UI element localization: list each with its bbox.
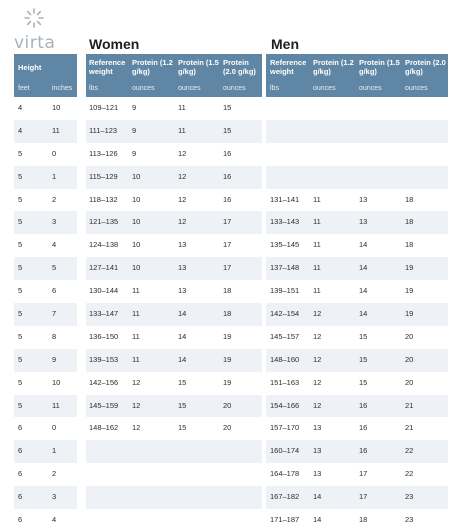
men-cells (266, 349, 448, 372)
height-cells (14, 97, 77, 120)
men-protein-1-5-cell: 15 (359, 377, 368, 387)
men-protein-2-0-cell: 23 (405, 515, 414, 525)
table-row (0, 257, 462, 280)
table-row (0, 395, 462, 418)
women-protein-2-0-cell: 17 (223, 217, 232, 227)
table-row (0, 303, 462, 326)
height-cells (14, 326, 77, 349)
women-cells (86, 349, 262, 372)
table-row (0, 211, 462, 234)
women-protein-2-0-cell: 16 (223, 171, 232, 181)
feet-cell: 5 (18, 354, 23, 364)
men-cells (266, 211, 448, 234)
women-reference-weight-cell: 118–132 (89, 194, 118, 204)
men-cells (266, 257, 448, 280)
men-protein-1-5-cell: 14 (359, 286, 368, 296)
inches-cell: 11 (52, 400, 60, 410)
women-protein-2-0-cell: 19 (223, 331, 232, 341)
inches-cell: 0 (52, 148, 57, 158)
height-header (14, 54, 77, 97)
men-protein-2-0-cell: 18 (405, 240, 414, 250)
women-reference-weight-cell: 127–141 (89, 263, 119, 273)
men-protein-1-5-cell: 16 (359, 446, 368, 456)
men-reference-weight-cell: 135–145 (270, 240, 300, 250)
feet-cell: 5 (18, 400, 23, 410)
women-cells (86, 211, 262, 234)
men-cells (266, 234, 448, 257)
women-col-protein-1-2: Protein (1.2 g/kg) (132, 58, 173, 76)
table-row (0, 280, 462, 303)
table-row (0, 189, 462, 212)
men-reference-weight-cell: 160–174 (270, 446, 300, 456)
women-unit-ounces: ounces (223, 85, 246, 92)
men-reference-weight-cell: 157–170 (270, 423, 300, 433)
protein-table-body (0, 97, 462, 532)
feet-header: feet (18, 85, 30, 92)
women-protein-1-5-cell: 12 (178, 194, 187, 204)
feet-cell: 5 (18, 217, 23, 227)
inches-cell: 6 (52, 286, 57, 296)
feet-cell: 6 (18, 446, 23, 456)
men-reference-weight-cell: 131–141 (270, 194, 300, 204)
women-protein-1-2-cell: 9 (132, 103, 137, 112)
feet-cell: 5 (18, 331, 23, 341)
women-cells (86, 372, 262, 395)
women-unit-ounces: ounces (132, 85, 155, 92)
feet-cell: 5 (18, 194, 23, 204)
women-cells (86, 166, 262, 189)
inches-cell: 1 (52, 171, 57, 181)
height-cells (14, 395, 77, 418)
inches-cell: 5 (52, 263, 57, 273)
inches-cell: 8 (52, 331, 57, 341)
men-protein-2-0-cell: 20 (405, 354, 414, 364)
feet-cell: 5 (18, 171, 23, 181)
men-protein-1-5-cell: 16 (359, 423, 368, 433)
men-cells (266, 440, 448, 463)
feet-cell: 4 (18, 125, 23, 135)
women-protein-1-5-cell: 15 (178, 377, 187, 387)
men-protein-1-2-cell: 13 (313, 423, 322, 433)
men-protein-1-2-cell: 13 (313, 446, 322, 456)
feet-cell: 6 (18, 423, 23, 433)
women-protein-2-0-cell: 16 (223, 194, 232, 204)
men-protein-1-2-cell: 12 (313, 400, 322, 410)
men-protein-2-0-cell: 20 (405, 377, 414, 387)
table-row (0, 372, 462, 395)
men-protein-2-0-cell: 21 (405, 423, 414, 433)
men-cells (266, 97, 448, 120)
women-reference-weight-cell: 139–153 (89, 354, 119, 364)
women-cells (86, 97, 262, 120)
height-cells (14, 189, 77, 212)
men-protein-1-2-cell: 11 (313, 263, 321, 273)
men-protein-1-2-cell: 12 (313, 309, 322, 319)
height-cells (14, 509, 77, 532)
feet-cell: 5 (18, 240, 23, 250)
men-protein-1-5-cell: 14 (359, 240, 368, 250)
feet-cell: 5 (18, 377, 23, 387)
men-reference-weight-cell: 145–157 (270, 331, 300, 341)
women-col-protein-2-0: Protein (2.0 g/kg) (223, 58, 256, 76)
men-reference-weight-cell: 142–154 (270, 309, 300, 319)
women-protein-1-2-cell: 11 (132, 354, 140, 364)
men-reference-weight-cell: 148–160 (270, 354, 300, 364)
height-cells (14, 463, 77, 486)
women-protein-1-5-cell: 12 (178, 171, 187, 181)
women-protein-1-5-cell: 11 (178, 125, 186, 135)
women-protein-1-5-cell: 15 (178, 423, 187, 433)
men-reference-weight-cell: 133–143 (270, 217, 300, 227)
men-unit-lbs: lbs (270, 85, 279, 92)
men-protein-1-2-cell: 11 (313, 240, 321, 250)
women-reference-weight-cell: 136–150 (89, 331, 119, 341)
men-unit-ounces: ounces (359, 85, 382, 92)
men-reference-weight-cell: 137–148 (270, 263, 300, 273)
women-unit-lbs: lbs (89, 85, 98, 92)
women-cells (86, 120, 262, 143)
feet-cell: 6 (18, 469, 23, 479)
women-protein-1-2-cell: 11 (132, 286, 140, 296)
men-cells (266, 372, 448, 395)
inches-cell: 10 (52, 377, 61, 387)
table-row (0, 349, 462, 372)
men-protein-1-5-cell: 14 (359, 263, 368, 273)
men-protein-1-2-cell: 11 (313, 217, 321, 227)
men-cells (266, 189, 448, 212)
women-protein-1-2-cell: 12 (132, 400, 141, 410)
women-cells (86, 257, 262, 280)
women-protein-1-2-cell: 10 (132, 194, 141, 204)
women-reference-weight-cell: 145–159 (89, 400, 119, 410)
women-col-reference-weight: Reference weight (89, 58, 126, 76)
women-reference-weight-cell: 130–144 (89, 286, 119, 296)
men-reference-weight-cell: 171–187 (270, 515, 300, 525)
women-protein-1-2-cell: 11 (132, 309, 140, 319)
women-protein-1-5-cell: 13 (178, 263, 187, 273)
women-protein-1-2-cell: 12 (132, 423, 141, 433)
table-row (0, 509, 462, 532)
women-protein-1-5-cell: 14 (178, 331, 187, 341)
men-protein-2-0-cell: 22 (405, 469, 414, 479)
women-cells (86, 143, 262, 166)
women-unit-ounces: ounces (178, 85, 201, 92)
women-reference-weight-cell: 148–162 (89, 423, 119, 433)
women-protein-2-0-cell: 19 (223, 377, 232, 387)
men-reference-weight-cell: 167–182 (270, 492, 300, 502)
men-unit-ounces: ounces (313, 85, 336, 92)
inches-cell: 2 (52, 469, 57, 479)
table-row (0, 440, 462, 463)
men-protein-1-5-cell: 16 (359, 400, 368, 410)
height-cells (14, 372, 77, 395)
men-cells (266, 395, 448, 418)
inches-cell: 10 (52, 103, 61, 112)
feet-cell: 5 (18, 286, 23, 296)
feet-cell: 6 (18, 515, 23, 525)
women-protein-1-5-cell: 15 (178, 400, 187, 410)
men-reference-weight-cell: 164–178 (270, 469, 300, 479)
women-cells (86, 395, 262, 418)
men-cells (266, 166, 448, 189)
men-protein-2-0-cell: 20 (405, 331, 414, 341)
men-cells (266, 143, 448, 166)
height-cells (14, 257, 77, 280)
women-protein-1-5-cell: 11 (178, 103, 186, 112)
feet-cell: 5 (18, 263, 23, 273)
inches-cell: 9 (52, 354, 57, 364)
women-protein-1-2-cell: 12 (132, 377, 141, 387)
height-cells (14, 211, 77, 234)
feet-cell: 4 (18, 103, 23, 112)
women-protein-1-2-cell: 9 (132, 148, 137, 158)
men-section-title: Men (271, 36, 299, 52)
women-protein-2-0-cell: 20 (223, 400, 232, 410)
men-protein-1-5-cell: 15 (359, 331, 368, 341)
table-row (0, 166, 462, 189)
men-protein-2-0-cell: 21 (405, 400, 414, 410)
women-cells (86, 486, 262, 509)
women-protein-2-0-cell: 20 (223, 423, 232, 433)
men-protein-2-0-cell: 19 (405, 263, 414, 273)
women-protein-2-0-cell: 16 (223, 148, 232, 158)
men-unit-ounces: ounces (405, 85, 428, 92)
women-protein-1-2-cell: 10 (132, 240, 141, 250)
women-cells (86, 417, 262, 440)
men-protein-1-5-cell: 14 (359, 309, 368, 319)
men-cells (266, 303, 448, 326)
height-cells (14, 303, 77, 326)
women-protein-1-5-cell: 12 (178, 217, 187, 227)
women-protein-2-0-cell: 18 (223, 309, 232, 319)
men-reference-weight-cell: 139–151 (270, 286, 300, 296)
men-col-reference-weight: Reference weight (270, 58, 307, 76)
women-reference-weight-cell: 124–138 (89, 240, 119, 250)
height-cells (14, 486, 77, 509)
women-reference-weight-cell: 121–135 (89, 217, 119, 227)
women-cells (86, 303, 262, 326)
table-row (0, 143, 462, 166)
women-protein-2-0-cell: 15 (223, 125, 232, 135)
inches-cell: 4 (52, 240, 57, 250)
men-protein-1-2-cell: 13 (313, 469, 322, 479)
women-protein-1-2-cell: 10 (132, 263, 141, 273)
men-protein-1-5-cell: 13 (359, 217, 368, 227)
women-protein-2-0-cell: 18 (223, 286, 232, 296)
inches-cell: 7 (52, 309, 57, 319)
feet-cell: 5 (18, 148, 23, 158)
women-cells (86, 440, 262, 463)
men-reference-weight-cell: 151–163 (270, 377, 300, 387)
height-cells (14, 349, 77, 372)
women-reference-weight-cell: 113–126 (89, 148, 118, 158)
women-cells (86, 189, 262, 212)
inches-cell: 3 (52, 492, 57, 502)
men-protein-1-2-cell: 11 (313, 194, 321, 204)
height-cells (14, 120, 77, 143)
men-protein-1-2-cell: 12 (313, 331, 322, 341)
men-cells (266, 326, 448, 349)
men-protein-2-0-cell: 18 (405, 217, 414, 227)
women-cells (86, 463, 262, 486)
women-protein-1-2-cell: 10 (132, 217, 141, 227)
women-reference-weight-cell: 115–129 (89, 171, 118, 181)
men-col-protein-1-2: Protein (1.2 g/kg) (313, 58, 354, 76)
women-cells (86, 509, 262, 532)
height-cells (14, 166, 77, 189)
height-cells (14, 280, 77, 303)
height-cells (14, 143, 77, 166)
men-protein-1-2-cell: 14 (313, 515, 322, 525)
men-protein-1-2-cell: 14 (313, 492, 322, 502)
men-protein-2-0-cell: 18 (405, 194, 414, 204)
men-protein-1-5-cell: 17 (359, 469, 368, 479)
table-row (0, 120, 462, 143)
women-reference-weight-cell: 133–147 (89, 309, 119, 319)
men-col-protein-1-5: Protein (1.5 g/kg) (359, 58, 400, 76)
women-header (86, 54, 262, 97)
women-protein-1-2-cell: 9 (132, 125, 137, 135)
height-header-label: Height (18, 63, 42, 72)
height-cells (14, 440, 77, 463)
inches-cell: 2 (52, 194, 57, 204)
men-cells (266, 280, 448, 303)
women-col-protein-1-5: Protein (1.5 g/kg) (178, 58, 219, 76)
men-header (266, 54, 448, 97)
women-reference-weight-cell: 111–123 (89, 125, 118, 135)
inches-cell: 3 (52, 217, 57, 227)
men-protein-1-5-cell: 17 (359, 492, 368, 502)
women-protein-1-2-cell: 10 (132, 171, 141, 181)
inches-cell: 11 (52, 125, 60, 135)
virta-logo (14, 6, 84, 53)
women-cells (86, 280, 262, 303)
women-protein-2-0-cell: 19 (223, 354, 232, 364)
men-protein-1-5-cell: 15 (359, 354, 368, 364)
women-protein-2-0-cell: 17 (223, 240, 232, 250)
men-protein-1-5-cell: 13 (359, 194, 368, 204)
men-protein-1-5-cell: 18 (359, 515, 368, 525)
inches-cell: 0 (52, 423, 57, 433)
men-reference-weight-cell: 154–166 (270, 400, 300, 410)
women-protein-1-5-cell: 13 (178, 286, 187, 296)
women-protein-1-5-cell: 12 (178, 148, 187, 158)
feet-cell: 5 (18, 309, 23, 319)
men-cells (266, 509, 448, 532)
table-row (0, 326, 462, 349)
inches-cell: 4 (52, 515, 57, 525)
men-cells (266, 120, 448, 143)
men-cells (266, 486, 448, 509)
logo-wordmark: virta (14, 33, 56, 53)
men-protein-2-0-cell: 23 (405, 492, 414, 502)
men-protein-1-2-cell: 12 (313, 377, 322, 387)
men-protein-2-0-cell: 19 (405, 286, 414, 296)
men-col-protein-2-0: Protein (2.0 g/kg) (405, 58, 446, 76)
inches-header: inches (52, 85, 73, 92)
men-protein-1-2-cell: 11 (313, 286, 321, 296)
men-protein-2-0-cell: 22 (405, 446, 414, 456)
women-section-title: Women (89, 36, 140, 52)
men-cells (266, 463, 448, 486)
sunburst-icon (24, 8, 44, 28)
table-row (0, 97, 462, 120)
women-cells (86, 234, 262, 257)
women-reference-weight-cell: 142–156 (89, 377, 119, 387)
men-protein-1-2-cell: 12 (313, 354, 322, 364)
women-protein-1-2-cell: 11 (132, 331, 140, 341)
women-protein-1-5-cell: 13 (178, 240, 187, 250)
men-cells (266, 417, 448, 440)
feet-cell: 6 (18, 492, 23, 502)
inches-cell: 1 (52, 446, 57, 456)
women-protein-2-0-cell: 17 (223, 263, 232, 273)
height-cells (14, 234, 77, 257)
table-row (0, 486, 462, 509)
women-protein-1-5-cell: 14 (178, 309, 187, 319)
table-row (0, 463, 462, 486)
women-protein-2-0-cell: 15 (223, 103, 232, 112)
women-cells (86, 326, 262, 349)
table-row (0, 417, 462, 440)
women-protein-1-5-cell: 14 (178, 354, 187, 364)
height-cells (14, 417, 77, 440)
women-reference-weight-cell: 109–121 (89, 103, 119, 112)
men-protein-2-0-cell: 19 (405, 309, 414, 319)
table-row (0, 234, 462, 257)
